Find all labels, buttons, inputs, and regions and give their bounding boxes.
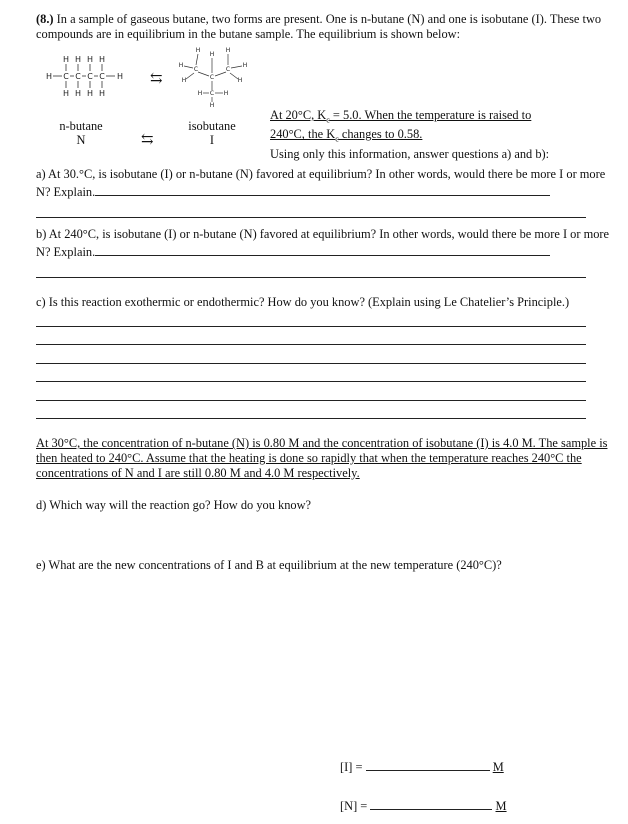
problem-intro-text: In a sample of gaseous butane, two forms are present. One is n-butane (N) and one is isobutane (I). These two compounds are in equilibrium in the butane sample. The equilibrium is shown below: <box>36 12 602 41</box>
isobutane-h-4: H <box>178 62 184 69</box>
question-b-answer-line[interactable] <box>36 277 586 278</box>
n-butane-h-top-3: H <box>86 55 94 64</box>
question-c-answer-line-4[interactable] <box>36 381 586 382</box>
n-butane-h-bot-4: H <box>98 89 106 98</box>
question-e: e) What are the new concentrations of I and B at equilibrium at the new temperature (240°C)? <box>36 558 502 572</box>
question-d: d) Which way will the reaction go? How do you know? <box>36 498 312 512</box>
isobutane-c-3: C <box>209 90 215 97</box>
n-butane-structure <box>44 54 134 100</box>
n-butane-h-top-1: H <box>62 55 70 64</box>
n-butane-h-right: H <box>116 72 124 81</box>
answer-i-row <box>340 760 504 775</box>
question-c: c) Is this reaction exothermic or endothermic? How do you know? (Explain using Le Chatelier’s Principle.) <box>36 295 570 309</box>
question-b-answer-line-inline[interactable] <box>95 255 550 256</box>
isobutane-h-5: H <box>242 62 248 69</box>
isobutane-c-center: C <box>209 74 215 81</box>
equilibrium-arrow-top: ⇆ <box>150 71 163 87</box>
answer-n-input-line[interactable] <box>370 809 492 810</box>
question-a-answer-line[interactable] <box>36 217 586 218</box>
isobutane-h-6: H <box>181 77 187 84</box>
n-butane-label <box>50 119 112 147</box>
isobutane-c-2: C <box>225 66 231 73</box>
k-info-line-2: 240°C, the $K_c$ changes to 0.58. <box>270 127 423 144</box>
isobutane-h-8: H <box>197 90 203 97</box>
k-info-line-3: Using only this information, answer questions a) and b): <box>270 146 550 161</box>
n-butane-h-bot-2: H <box>74 89 82 98</box>
question-c-answer-line-3[interactable] <box>36 363 586 364</box>
n-butane-c-2: C <box>75 72 81 81</box>
question-a-answer-line-inline[interactable] <box>95 195 550 196</box>
question-c-answer-line-2[interactable] <box>36 344 586 345</box>
isobutane-h-10: H <box>209 102 215 109</box>
equilibrium-constant-info <box>270 108 610 162</box>
n-butane-name: n-butane <box>59 119 103 133</box>
answer-n-row <box>340 799 507 814</box>
n-butane-c-1: C <box>63 72 69 81</box>
k-info-line-1: At 20°C, $K_c = 5.0$. When the temperature is raised to <box>270 108 532 125</box>
answer-n-unit: M <box>495 799 507 813</box>
isobutane-structure <box>174 44 254 110</box>
question-a-text: a) At 30.°C, is isobutane (I) or n-butane (N) favored at equilibrium? In other words, would there be more I or more N? Explain. <box>36 167 606 199</box>
question-c-answer-line-6[interactable] <box>36 418 586 419</box>
isobutane-symbol: I <box>209 133 215 147</box>
isobutane-c-1: C <box>193 66 199 73</box>
problem-number: (8.) <box>36 12 54 26</box>
isobutane-h-3: H <box>225 47 231 54</box>
isobutane-h-2: H <box>209 51 215 58</box>
question-b <box>36 225 620 261</box>
question-a <box>36 165 620 201</box>
question-b-text: b) At 240°C, is isobutane (I) or n-butane (N) favored at equilibrium? In other words, would there be more I or more N? Explain. <box>36 227 610 259</box>
equilibrium-arrow-bottom: ⇆ <box>141 132 154 148</box>
question-c-answer-line-5[interactable] <box>36 400 586 401</box>
answer-i-label: [I] = <box>340 760 363 774</box>
n-butane-c-4: C <box>99 72 105 81</box>
question-c-answer-line-1[interactable] <box>36 326 586 327</box>
isobutane-h-1: H <box>195 47 201 54</box>
n-butane-h-bot-3: H <box>86 89 94 98</box>
isobutane-label <box>178 119 246 147</box>
answer-i-unit: M <box>492 760 504 774</box>
n-butane-h-left: H <box>45 72 53 81</box>
n-butane-symbol: N <box>76 133 86 147</box>
n-butane-h-top-4: H <box>98 55 106 64</box>
problem-intro <box>36 12 620 42</box>
isobutane-h-7: H <box>237 77 243 84</box>
answer-n-label: [N] = <box>340 799 368 813</box>
concentration-note: At 30°C, the concentration of n-butane (N) is 0.80 M and the concentration of isobutane (I) is 4.0 M. The sample is then heated to 240°C. Assume that the heating is done so rapidly that when the temperature reaches 240°C the concentrations of N and I are still 0.80 M and 4.0 M respectively. <box>36 436 608 480</box>
n-butane-h-bot-1: H <box>62 89 70 98</box>
isobutane-h-9: H <box>223 90 229 97</box>
n-butane-h-top-2: H <box>74 55 82 64</box>
answer-i-input-line[interactable] <box>366 770 490 771</box>
isobutane-name: isobutane <box>188 119 236 133</box>
n-butane-c-3: C <box>87 72 93 81</box>
